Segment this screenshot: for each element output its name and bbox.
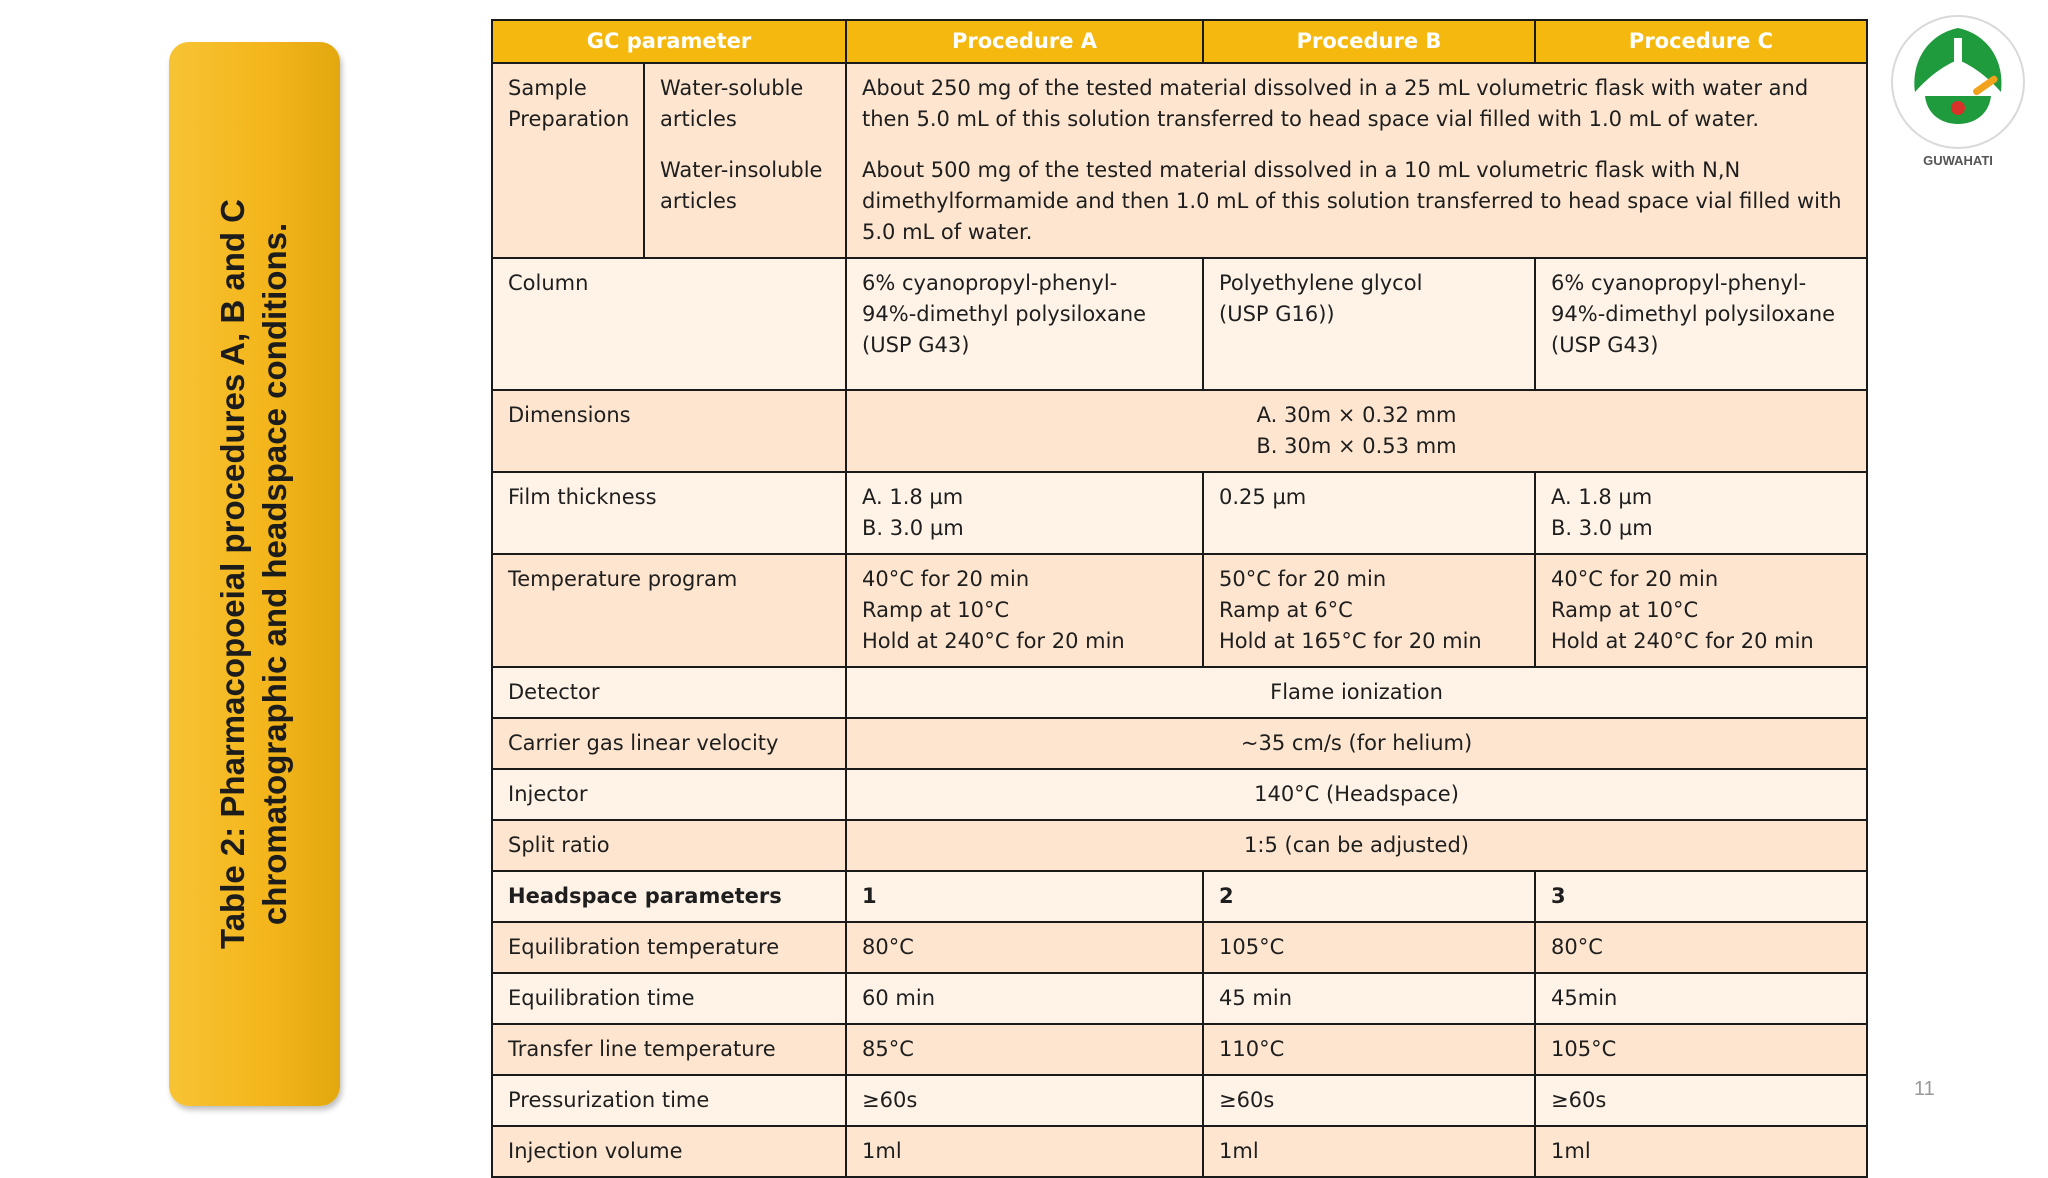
column-b-line: (USP G16)) xyxy=(1219,302,1335,326)
column-c-line: 94%-dimethyl polysiloxane xyxy=(1551,302,1836,326)
transfer-temp-b: 110°C xyxy=(1203,1024,1535,1075)
column-b-line: Polyethylene glycol xyxy=(1219,271,1423,295)
row-equilibration-temperature xyxy=(492,922,1867,973)
film-thickness-a xyxy=(846,472,1203,554)
column-a-line: 94%-dimethyl polysiloxane xyxy=(862,302,1147,326)
split-ratio-value: 1:5 (can be adjusted) xyxy=(846,820,1867,871)
carrier-gas-value: ~35 cm/s (for helium) xyxy=(846,718,1867,769)
split-ratio-label: Split ratio xyxy=(492,820,846,871)
film-c-line: A. 1.8 µm xyxy=(1551,485,1653,509)
row-transfer-line-temperature xyxy=(492,1024,1867,1075)
row-sample-preparation xyxy=(492,63,1867,258)
dimensions-line: A. 30m × 0.32 mm xyxy=(1256,403,1457,427)
dimensions-line: B. 30m × 0.53 mm xyxy=(1256,434,1457,458)
film-thickness-c xyxy=(1535,472,1867,554)
injection-volume-b: 1ml xyxy=(1203,1126,1535,1177)
water-soluble-text: About 250 mg of the tested material dissolved in a 25 mL volumetric flask with water and then 5.0 mL of this solution transferred to head space vial filled with 1.0 mL of water. xyxy=(862,76,1809,131)
equil-time-b: 45 min xyxy=(1203,973,1535,1024)
column-c-line: (USP G43) xyxy=(1551,333,1659,357)
header-procedure-c: Procedure C xyxy=(1535,20,1867,63)
temp-a-line: Ramp at 10°C xyxy=(862,598,1010,622)
title-line-1: Table 2: Pharmacopoeial procedures A, B and C xyxy=(214,198,251,950)
row-carrier-gas xyxy=(492,718,1867,769)
logo-dot xyxy=(1951,101,1965,115)
gc-parameters-table xyxy=(491,19,1868,1178)
sample-prep-texts xyxy=(846,63,1867,258)
pressurization-b: ≥60s xyxy=(1203,1075,1535,1126)
pressurization-a: ≥60s xyxy=(846,1075,1203,1126)
temp-b-line: 50°C for 20 min xyxy=(1219,567,1387,591)
header-procedure-a: Procedure A xyxy=(846,20,1203,63)
column-a-line: 6% cyanopropyl-phenyl- xyxy=(862,271,1118,295)
transfer-temp-label: Transfer line temperature xyxy=(492,1024,846,1075)
header-gc-parameter: GC parameter xyxy=(492,20,846,63)
column-a xyxy=(846,258,1203,390)
water-soluble-label: Water-soluble articles xyxy=(660,76,804,131)
film-c-line: B. 3.0 µm xyxy=(1551,516,1653,540)
temp-a-line: 40°C for 20 min xyxy=(862,567,1030,591)
transfer-temp-c: 105°C xyxy=(1535,1024,1867,1075)
equil-time-c: 45min xyxy=(1535,973,1867,1024)
institute-logo xyxy=(1871,4,2046,172)
injector-value: 140°C (Headspace) xyxy=(846,769,1867,820)
film-a-line: A. 1.8 µm xyxy=(862,485,964,509)
transfer-temp-a: 85°C xyxy=(846,1024,1203,1075)
slide-title xyxy=(212,74,296,1074)
temp-c-line: 40°C for 20 min xyxy=(1551,567,1719,591)
table-header-row xyxy=(492,20,1867,63)
injection-volume-label: Injection volume xyxy=(492,1126,846,1177)
sample-prep-label: Sample Preparation xyxy=(492,63,644,258)
temperature-program-c xyxy=(1535,554,1867,667)
row-pressurization-time xyxy=(492,1075,1867,1126)
row-split-ratio xyxy=(492,820,1867,871)
row-equilibration-time xyxy=(492,973,1867,1024)
film-thickness-label: Film thickness xyxy=(492,472,846,554)
headspace-col-2: 2 xyxy=(1203,871,1535,922)
headspace-col-3: 3 xyxy=(1535,871,1867,922)
row-film-thickness xyxy=(492,472,1867,554)
column-c xyxy=(1535,258,1867,390)
equil-time-a: 60 min xyxy=(846,973,1203,1024)
detector-value: Flame ionization xyxy=(846,667,1867,718)
column-a-line: (USP G43) xyxy=(862,333,970,357)
temperature-program-a xyxy=(846,554,1203,667)
column-label: Column xyxy=(492,258,846,390)
pressurization-label: Pressurization time xyxy=(492,1075,846,1126)
temp-c-line: Ramp at 10°C xyxy=(1551,598,1699,622)
row-dimensions xyxy=(492,390,1867,472)
column-c-line: 6% cyanopropyl-phenyl- xyxy=(1551,271,1807,295)
row-temperature-program xyxy=(492,554,1867,667)
film-thickness-b: 0.25 µm xyxy=(1203,472,1535,554)
dimensions-label: Dimensions xyxy=(492,390,846,472)
leaf-stem xyxy=(1954,38,1962,90)
injection-volume-a: 1ml xyxy=(846,1126,1203,1177)
temperature-program-label: Temperature program xyxy=(492,554,846,667)
equil-time-label: Equilibration time xyxy=(492,973,846,1024)
row-injector xyxy=(492,769,1867,820)
equil-temp-c: 80°C xyxy=(1535,922,1867,973)
temp-a-line: Hold at 240°C for 20 min xyxy=(862,629,1125,653)
sample-prep-article-types xyxy=(644,63,846,258)
dimensions-value xyxy=(846,390,1867,472)
temp-c-line: Hold at 240°C for 20 min xyxy=(1551,629,1814,653)
water-insoluble-text: About 500 mg of the tested material dissolved in a 10 mL volumetric flask with N,N dimethylformamide and then 1.0 mL of this solution transferred to head space vial filled with 5.0 mL of water. xyxy=(862,158,1842,244)
page-number: 11 xyxy=(1914,1078,1935,1100)
row-detector xyxy=(492,667,1867,718)
equil-temp-b: 105°C xyxy=(1203,922,1535,973)
film-a-line: B. 3.0 µm xyxy=(862,516,964,540)
temp-b-line: Ramp at 6°C xyxy=(1219,598,1353,622)
equil-temp-a: 80°C xyxy=(846,922,1203,973)
row-headspace-parameters xyxy=(492,871,1867,922)
header-procedure-b: Procedure B xyxy=(1203,20,1535,63)
injector-label: Injector xyxy=(492,769,846,820)
logo-caption: GUWAHATI xyxy=(1923,153,1993,168)
column-b xyxy=(1203,258,1535,390)
detector-label: Detector xyxy=(492,667,846,718)
title-line-2: chromatographic and headspace conditions. xyxy=(256,222,293,926)
headspace-label: Headspace parameters xyxy=(492,871,846,922)
temp-b-line: Hold at 165°C for 20 min xyxy=(1219,629,1482,653)
water-insoluble-label: Water-insoluble articles xyxy=(660,158,823,213)
headspace-col-1: 1 xyxy=(846,871,1203,922)
carrier-gas-label: Carrier gas linear velocity xyxy=(492,718,846,769)
pressurization-c: ≥60s xyxy=(1535,1075,1867,1126)
equil-temp-label: Equilibration temperature xyxy=(492,922,846,973)
injection-volume-c: 1ml xyxy=(1535,1126,1867,1177)
row-column xyxy=(492,258,1867,390)
temperature-program-b xyxy=(1203,554,1535,667)
